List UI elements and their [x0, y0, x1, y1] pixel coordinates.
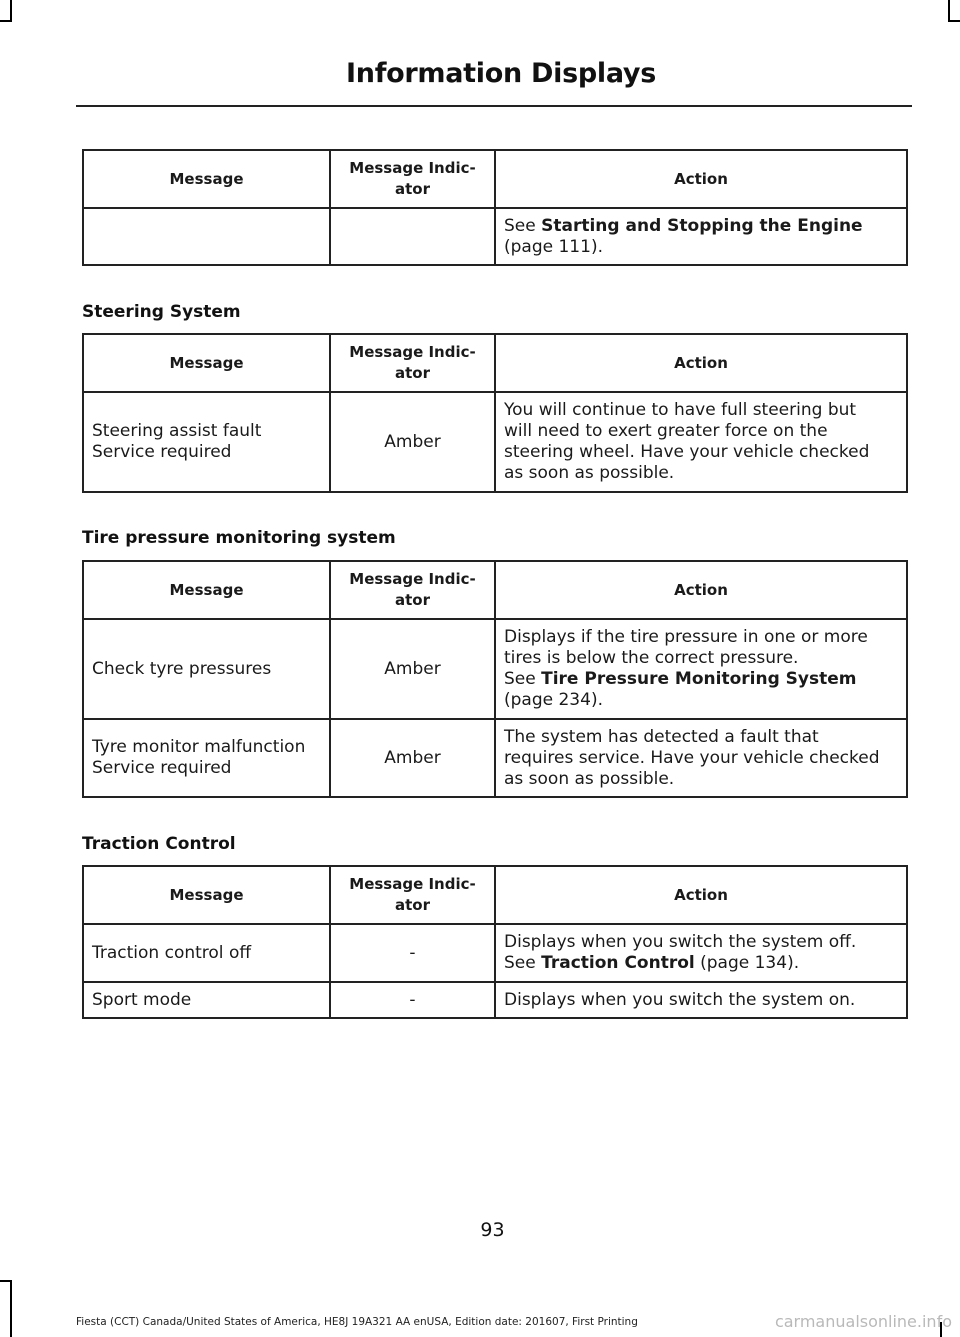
footer-edition-info: Fiesta (CCT) Canada/United States of America, HE8J 19A321 AA enUSA, Edition date: 201607, First Printing	[76, 1316, 638, 1328]
message-cell: Check tyre pressures	[83, 619, 330, 719]
indicator-cell: Amber	[330, 392, 495, 492]
crop-mark	[0, 20, 12, 22]
header-message: Message	[83, 334, 330, 392]
table-row	[83, 719, 907, 797]
cross-reference-link[interactable]: Traction Control	[541, 953, 695, 973]
message-cell: Sport mode	[83, 982, 330, 1018]
header-action: Action	[495, 334, 907, 392]
table-continued	[82, 149, 908, 266]
section-heading-steering: Steering System	[82, 302, 241, 322]
action-line: See Traction Control (page 134).	[504, 953, 800, 973]
table-row	[83, 392, 907, 492]
table-traction	[82, 865, 908, 1019]
header-message: Message	[83, 561, 330, 619]
cross-reference-link[interactable]: Starting and Stopping the Engine	[541, 215, 863, 236]
action-cell: Displays when you switch the system on.	[495, 982, 907, 1018]
section-heading-traction: Traction Control	[82, 834, 236, 854]
message-cell: Steering assist fault Service required	[83, 392, 330, 492]
indicator-cell	[330, 208, 495, 265]
action-cell: The system has detected a fault that requires service. Have your vehicle checked as soon as possible.	[495, 719, 907, 797]
table-row	[83, 924, 907, 982]
action-cell: You will continue to have full steering but will need to exert greater force on the steering wheel. Have your vehicle checked as soon as possible.	[495, 392, 907, 492]
header-message: Message	[83, 866, 330, 924]
message-cell: Traction control off	[83, 924, 330, 982]
header-action: Action	[495, 561, 907, 619]
action-line: See Tire Pressure Monitoring System	[504, 669, 857, 689]
indicator-cell: -	[330, 982, 495, 1018]
page-number: 93	[480, 1219, 505, 1241]
table-header-row	[83, 866, 907, 924]
action-cell: See Starting and Stopping the Engine (page 111).	[495, 208, 907, 265]
action-line: See Starting and Stopping the Engine	[504, 215, 863, 236]
header-message: Message	[83, 150, 330, 208]
section-heading-tpms: Tire pressure monitoring system	[82, 528, 396, 548]
header-rule	[76, 105, 912, 107]
table-header-row	[83, 150, 907, 208]
indicator-cell: Amber	[330, 619, 495, 719]
crop-mark	[948, 20, 960, 22]
crop-mark	[10, 1280, 12, 1337]
table-steering	[82, 333, 908, 493]
header-action: Action	[495, 866, 907, 924]
indicator-cell: Amber	[330, 719, 495, 797]
table-header-row	[83, 334, 907, 392]
header-indicator: Message Indic- ator	[330, 561, 495, 619]
crop-mark	[948, 0, 950, 22]
action-cell: Displays if the tire pressure in one or more tires is below the correct pressure. See Tire Pressure Monitoring System (page 234).	[495, 619, 907, 719]
table-header-row	[83, 561, 907, 619]
crop-mark	[10, 0, 12, 22]
header-indicator: Message Indic- ator	[330, 866, 495, 924]
header-indicator: Message Indic- ator	[330, 150, 495, 208]
table-tpms	[82, 560, 908, 798]
header-indicator: Message Indic- ator	[330, 334, 495, 392]
indicator-cell: -	[330, 924, 495, 982]
message-cell	[83, 208, 330, 265]
table-row	[83, 982, 907, 1018]
page-title: Information Displays	[346, 58, 656, 89]
table-row	[83, 619, 907, 719]
cross-reference-link[interactable]: Tire Pressure Monitoring System	[541, 669, 857, 689]
header-action: Action	[495, 150, 907, 208]
table-row	[83, 208, 907, 265]
crop-mark	[0, 1280, 12, 1282]
message-cell: Tyre monitor malfunction Service required	[83, 719, 330, 797]
action-cell: Displays when you switch the system off. See Traction Control (page 134).	[495, 924, 907, 982]
watermark: carmanualsonline.info	[774, 1312, 952, 1331]
